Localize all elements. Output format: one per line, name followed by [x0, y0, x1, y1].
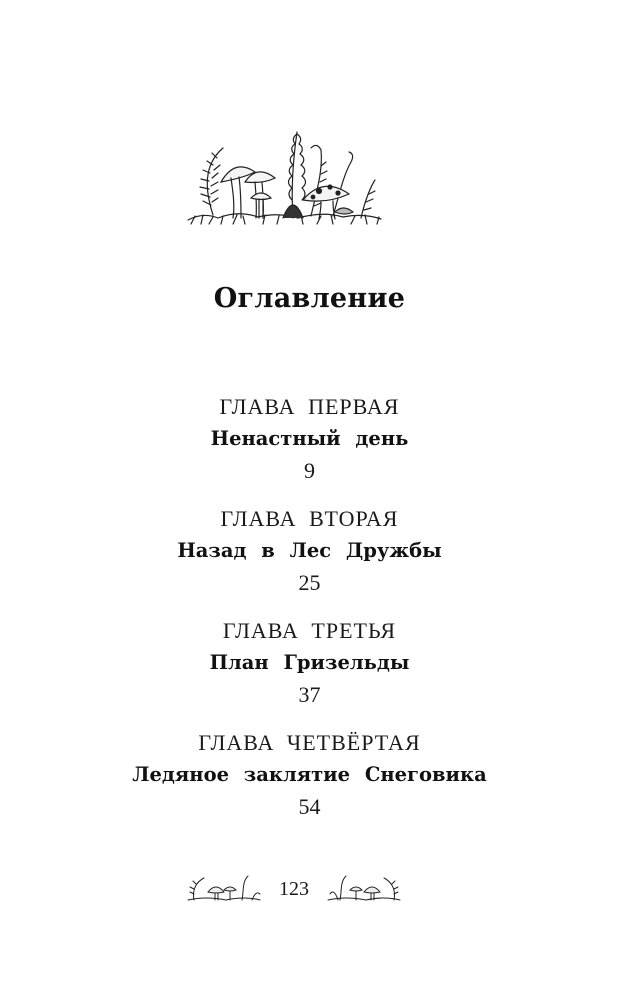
mushroom-fern-illustration — [183, 120, 383, 230]
page-number: 123 — [279, 878, 309, 900]
chapter-title: Ледяное заклятие Снеговика — [132, 763, 487, 786]
page-footer — [0, 868, 619, 908]
chapter-title: План Гризельды — [209, 651, 410, 674]
toc-entry-chapter-1[interactable] — [0, 392, 619, 486]
chapter-label: ГЛАВА ВТОРАЯ — [220, 506, 399, 531]
chapter-label: ГЛАВА ПЕРВАЯ — [219, 394, 400, 419]
chapter-page-number: 54 — [298, 794, 321, 819]
chapter-title: Ненастный день — [210, 427, 409, 450]
chapter-page-number: 37 — [298, 682, 321, 707]
toc-title: Оглавление — [213, 283, 406, 314]
footer-ornament-right-icon — [326, 868, 402, 908]
chapter-label: ГЛАВА ЧЕТВЁРТАЯ — [198, 730, 421, 755]
chapter-page-number: 9 — [304, 458, 315, 483]
footer-ornament-left-icon — [186, 868, 262, 908]
chapter-label: ГЛАВА ТРЕТЬЯ — [222, 618, 397, 643]
toc-entry-chapter-3[interactable] — [0, 616, 619, 710]
toc-entry-chapter-4[interactable] — [0, 728, 619, 822]
toc-entry-chapter-2[interactable] — [0, 504, 619, 598]
chapter-page-number: 25 — [298, 570, 321, 595]
chapter-title: Назад в Лес Дружбы — [177, 539, 442, 562]
